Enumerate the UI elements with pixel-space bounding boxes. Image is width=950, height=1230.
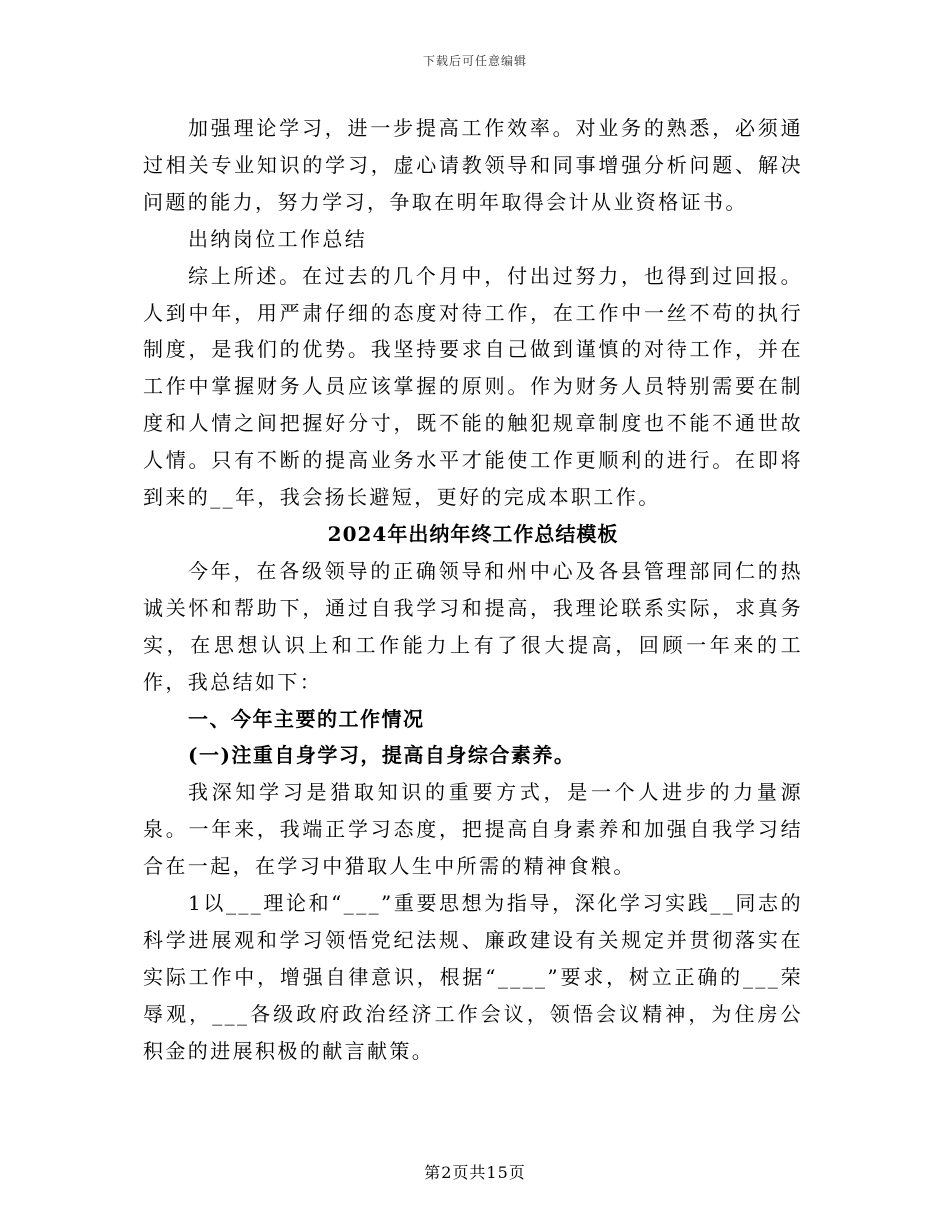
paragraph: 今年，在各级领导的正确领导和州中心及各县管理部同仁的热诚关怀和帮助下，通过自我学习和提高，我理论联系实际，求真务实，在思想认识上和工作能力上有了很大提高，回顾一年来的工作，我总结如下：: [143, 558, 803, 694]
section-subtitle: 出纳岗位工作总结: [188, 226, 368, 251]
subsection-heading: (一)注重自身学习，提高自身综合素养。: [188, 743, 576, 768]
page-header: 下载后可任意编辑: [422, 54, 527, 68]
paragraph: 综上所述。在过去的几个月中，付出过努力，也得到过回报。人到中年，用严肃仔细的态度对待工作，在工作中一丝不苟的执行制度，是我们的优势。我坚持要求自己做到谨慎的对待工作，并在工作中掌握财务人员应该掌握的原则。作为财务人员特别需要在制度和人情之间把握好分寸，既不能的触犯规章制度也不能不通世故人情。只有不断的提高业务水平才能使工作更顺利的进行。在即将到来的__年，我会扬长避短，更好的完成本职工作。: [143, 263, 803, 510]
paragraph: 1以___理论和“___”重要思想为指导，深化学习实践__同志的科学进展观和学习领悟党纪法规、廉政建设有关规定并贯彻落实在实际工作中，增强自律意识，根据“____”要求，树立正确的___荣辱观，___各级政府政治经济工作会议，领悟会议精神，为住房公积金的进展积极的献言献策。: [143, 891, 803, 1063]
section-heading: 一、今年主要的工作情况: [188, 706, 425, 731]
page-number-footer: 第2页共15页: [424, 1163, 526, 1182]
document-title: 2024年出纳年终工作总结模板: [327, 521, 619, 546]
document-body: [143, 110, 803, 1070]
paragraph: 我深知学习是猎取知识的重要方式，是一个人进步的力量源泉。一年来，我端正学习态度，把提高自身素养和加强自我学习结合在一起，在学习中猎取人生中所需的精神食粮。: [143, 780, 803, 879]
paragraph: 加强理论学习，进一步提高工作效率。对业务的熟悉，必须通过相关专业知识的学习，虚心请教领导和同事增强分析问题、解决问题的能力，努力学习，争取在明年取得会计从业资格证书。: [143, 116, 803, 214]
